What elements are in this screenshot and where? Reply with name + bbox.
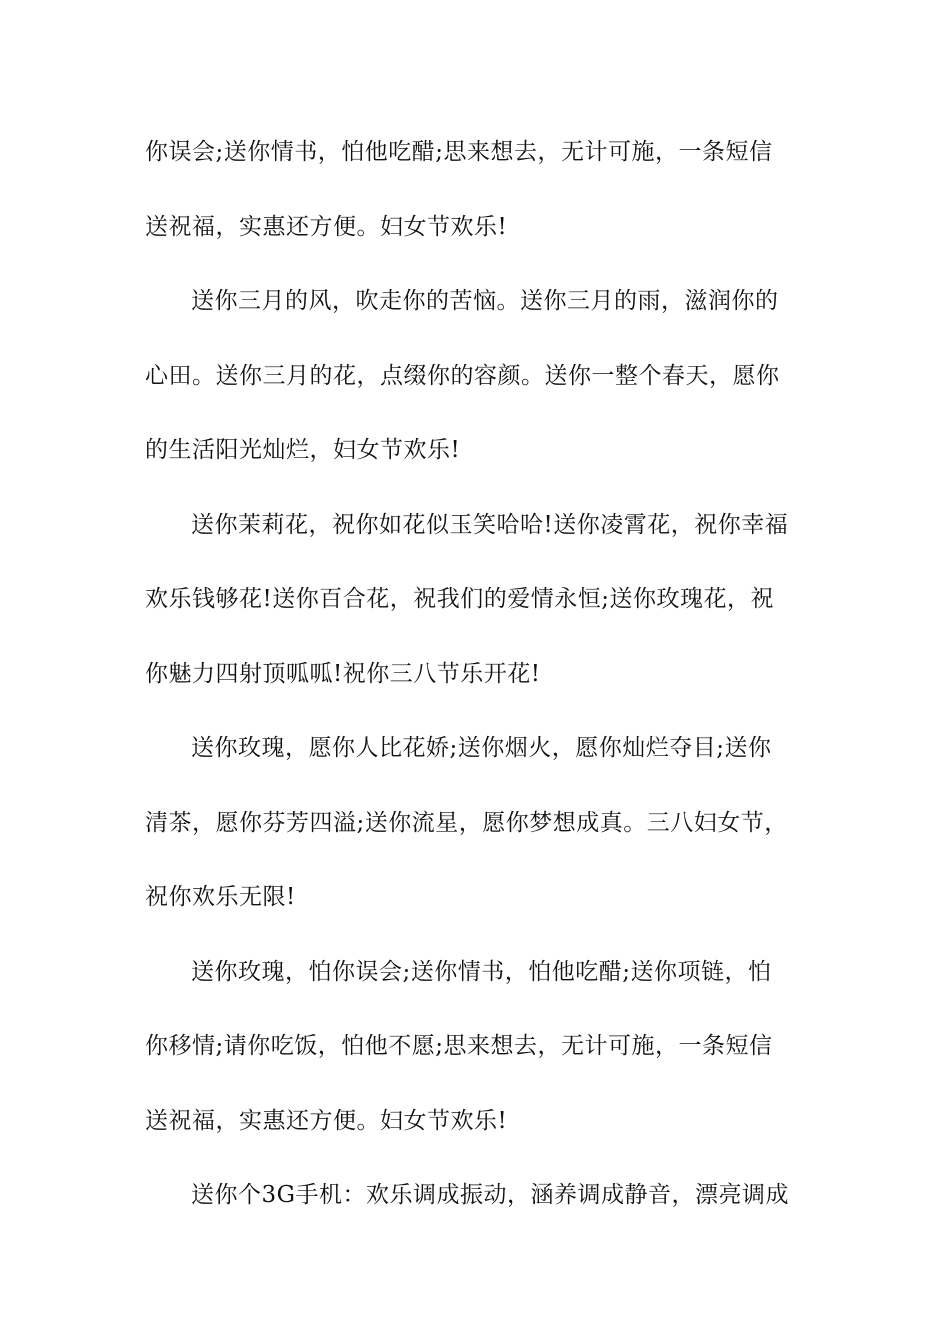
text-line: 你误会;送你情书，怕他吃醋;思来想去，无计可施，一条短信 [145, 139, 773, 165]
paragraph-start-line: 送你玫瑰，愿你人比花娇;送你烟火，愿你灿烂夺目;送你 [191, 735, 772, 761]
text-line: 送祝福，实惠还方便。妇女节欢乐! [145, 213, 508, 240]
text-line: 你魅力四射顶呱呱!祝你三八节乐开花! [145, 660, 541, 687]
paragraph-start-line: 送你玫瑰，怕你误会;送你情书，怕他吃醋;送你项链，怕 [191, 958, 772, 985]
text-line: 清茶，愿你芬芳四溢;送你流星，愿你梦想成真。三八妇女节， [145, 809, 788, 836]
text-line: 送祝福，实惠还方便。妇女节欢乐! [145, 1107, 508, 1134]
text-line: 祝你欢乐无限! [145, 884, 296, 910]
paragraph-start-line: 送你个3G手机：欢乐调成振动，涵养调成静音，漂亮调成 [191, 1182, 790, 1208]
text-line: 欢乐钱够花!送你百合花，祝我们的爱情永恒;送你玫瑰花，祝 [145, 586, 774, 612]
text-line: 的生活阳光灿烂，妇女节欢乐! [145, 437, 461, 463]
document-body [145, 126, 810, 1244]
paragraph-start-line: 送你三月的风，吹走你的苦恼。送你三月的雨，滋润你的 [191, 288, 779, 314]
text-line: 心田。送你三月的花，点缀你的容颜。送你一整个春天，愿你 [145, 362, 780, 389]
text-line: 你移情;请你吃饭，怕他不愿;思来想去，无计可施，一条短信 [145, 1033, 773, 1059]
paragraph-start-line: 送你茉莉花，祝你如花似玉笑哈哈!送你凌霄花，祝你幸福 [191, 511, 789, 538]
